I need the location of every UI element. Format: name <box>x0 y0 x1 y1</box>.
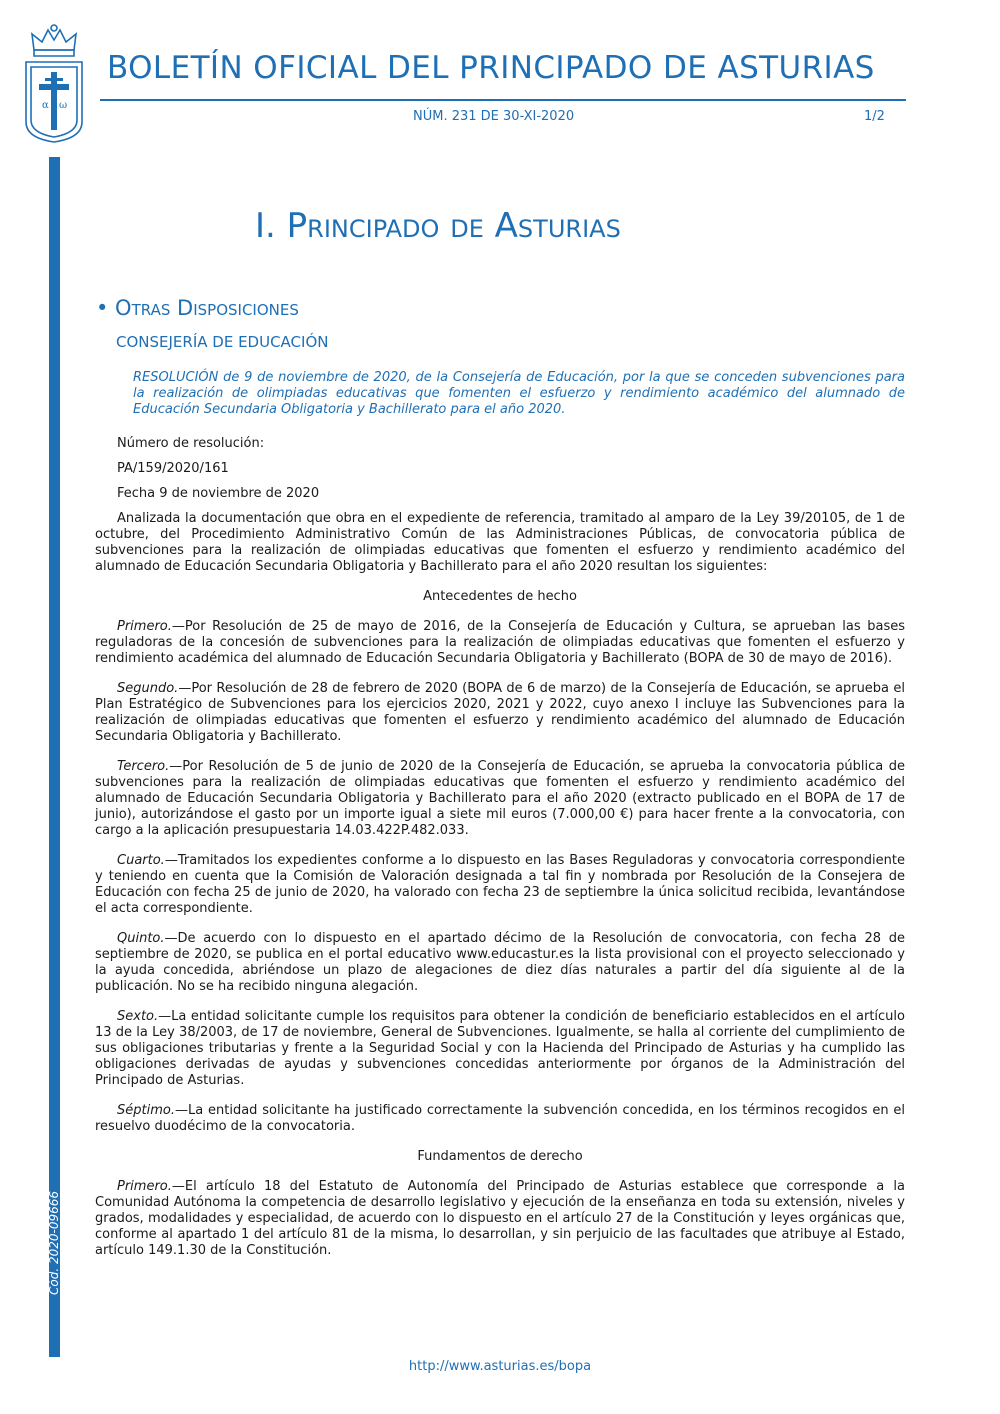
antecedentes-paragraph <box>95 853 905 917</box>
paragraph-lead: Quinto. <box>117 931 165 946</box>
paragraph-text: —De acuerdo con lo dispuesto en el apartado décimo de la Resolución de convocatoria, con fecha 28 de septiembre de 2020, se publica en el portal educativo www.educastur.es la lista provisional con el proyecto seleccionado y la ayuda concedida, abriéndose un plazo de alegaciones de diez días naturales a partir del día siguiente al de la publicación. No se ha recibido ninguna alegación. <box>95 931 905 994</box>
fundamentos-paragraph <box>95 1179 905 1259</box>
antecedentes-paragraph <box>95 759 905 839</box>
antecedentes-paragraph <box>95 1009 905 1089</box>
intro-paragraph: Analizada la documentación que obra en el expediente de referencia, tramitado al amparo de la Ley 39/20105, de 1 de octubre, del Procedimiento Administrativo Común de las Administraciones Públicas, de convocatoria pública de subvenciones para la realización de olimpiadas educativas que fomenten el esfuerzo y rendimiento académico del alumnado de Educación Secundaria Obligatoria y Bachillerato para el año 2020 resultan los siguientes: <box>95 511 905 574</box>
page-number: 1/2 <box>864 109 885 124</box>
department-name: CONSEJERÍA DE EDUCACIÓN <box>116 333 329 351</box>
resolution-number-label: Número de resolución: <box>117 436 265 451</box>
paragraph-lead: Cuarto. <box>117 853 165 868</box>
paragraph-lead: Primero. <box>117 619 172 634</box>
bulletin-title: BOLETÍN OFICIAL DEL PRINCIPADO DE ASTURIAS <box>107 50 875 86</box>
side-bar <box>49 157 60 1357</box>
antecedentes-paragraph <box>95 931 905 995</box>
resolution-title: RESOLUCIÓN de 9 de noviembre de 2020, de la Consejería de Educación, por la que se conceden subvenciones para la realización de olimpiadas educativas que fomenten el esfuerzo y rendimiento académico del alumnado de Educación Secundaria Obligatoria y Bachillerato para el año 2020. <box>133 370 905 417</box>
paragraph-lead: Séptimo. <box>117 1103 175 1118</box>
header-divider <box>100 99 906 101</box>
antecedentes-list <box>95 619 905 1135</box>
antecedentes-paragraph <box>95 681 905 745</box>
fundamentos-list <box>95 1179 905 1259</box>
paragraph-text: —El artículo 18 del Estatuto de Autonomía del Principado de Asturias establece que corresponde a la Comunidad Autónoma la competencia de desarrollo legislativo y ejecución de la enseñanza en toda su extensión, niveles y grados, modalidades y especialidad, de acuerdo con lo dispuesto en el artículo 27 de la Constitución y leyes orgánicas que, conforme al apartado 1 del artículo 81 de la misma, lo desarrollan, y sin perjuicio de las facultades que atribuye al Estado, artículo 149.1.30 de la Constitución. <box>95 1179 905 1258</box>
paragraph-lead: Primero. <box>117 1179 172 1194</box>
resolution-number: PA/159/2020/161 <box>117 461 229 476</box>
paragraph-text: —Por Resolución de 25 de mayo de 2016, de la Consejería de Educación y Cultura, se aprueban las bases reguladoras de la concesión de subvenciones para la realización de olimpiadas educativas que fomenten el esfuerzo y rendimiento académica del alumnado de Educación Secundaria Obligatoria y Bachillerato (BOPA de 30 de mayo de 2016). <box>95 619 905 666</box>
footer-link[interactable]: http://www.asturias.es/bopa <box>408 1359 592 1374</box>
antecedentes-paragraph <box>95 619 905 667</box>
antecedentes-heading: Antecedentes de hecho <box>423 589 577 604</box>
paragraph-text: —Por Resolución de 28 de febrero de 2020 (BOPA de 6 de marzo) de la Consejería de Educación, se aprueba el Plan Estratégico de Subvenciones para los ejercicios 2020, 2021 y 2022, cuyo anexo I incluye las Subvenciones para la realización de olimpiadas educativas que fomenten el esfuerzo y rendimiento académico del alumnado de Educación Secundaria Obligatoria y Bachillerato. <box>95 681 905 744</box>
document-code: Cód. 2020-09666 <box>47 1190 61 1295</box>
svg-text:α: α <box>42 100 49 111</box>
paragraph-text: —Tramitados los expedientes conforme a lo dispuesto en las Bases Reguladoras y convocatoria correspondiente y teniendo en cuenta que la Comisión de Valoración designada a tal fin y nombrada por Resolución de la Consejera de Educación con fecha 25 de junio de 2020, ha valorado con fecha 23 de septiembre la única solicitud recibida, levantándose el acta correspondiente. <box>95 853 905 916</box>
paragraph-text: —La entidad solicitante ha justificado correctamente la subvención concedida, en los términos recogidos en el resuelvo duodécimo de la convocatoria. <box>95 1103 905 1134</box>
antecedentes-paragraph <box>95 1103 905 1135</box>
paragraph-text: —Por Resolución de 5 de junio de 2020 de la Consejería de Educación, se aprueba la convocatoria pública de subvenciones para la realización de olimpiadas educativas que fomenten el esfuerzo y rendimiento académico del alumnado de Educación Secundaria Obligatoria y Bachillerato para el año 2020 (extracto publicado en el BOPA de 17 de junio), autorizándose el gasto por un importe igual a siete mil euros (7.000,00 €) para hacer frente a la convocatoria, con cargo a la aplicación presupuestaria 14.03.422P.482.033. <box>95 759 905 838</box>
document-body <box>95 436 905 1273</box>
subsection-title: • Otras Disposiciones <box>96 296 299 320</box>
svg-text:ω: ω <box>59 100 68 111</box>
resolution-date: Fecha 9 de noviembre de 2020 <box>117 486 320 501</box>
asturias-crest-logo <box>22 22 86 144</box>
paragraph-lead: Sexto. <box>117 1009 159 1024</box>
issue-number: NÚM. 231 DE 30-XI-2020 <box>413 109 575 124</box>
paragraph-lead: Segundo. <box>117 681 179 696</box>
paragraph-text: —La entidad solicitante cumple los requisitos para obtener la condición de beneficiario establecidos en el artículo 13 de la Ley 38/2003, de 17 de noviembre, General de Subvenciones. Igualmente, se halla al corriente del cumplimiento de sus obligaciones tributarias y frente a la Seguridad Social y con la Hacienda del Principado de Asturias y ha cumplido las obligaciones derivadas de ayudas y subvenciones concedidas anteriormente por órganos de la Administración del Principado de Asturias. <box>95 1009 905 1088</box>
fundamentos-heading: Fundamentos de derecho <box>417 1149 583 1164</box>
paragraph-lead: Tercero. <box>117 759 170 774</box>
section-title: I. Principado de Asturias <box>255 206 621 246</box>
